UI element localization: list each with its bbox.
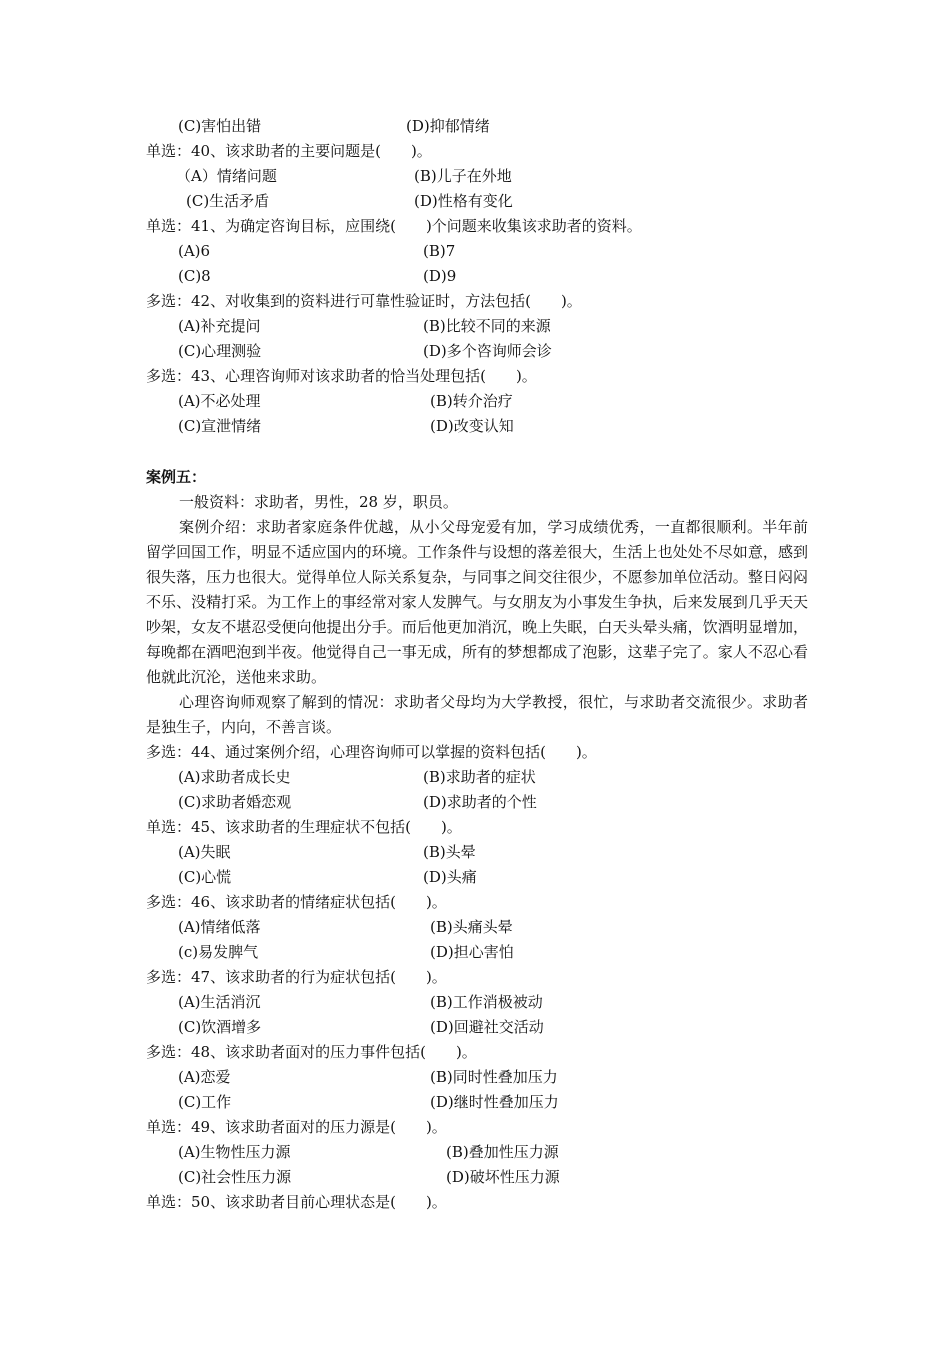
question-42: 多选：42、对收集到的资料进行可靠性验证时，方法包括( )。 — [146, 292, 582, 310]
question-43: 多选：43、心理咨询师对该求助者的恰当处理包括( )。 — [146, 367, 537, 385]
q40-option-a: （A）情绪问题 — [176, 167, 277, 185]
q40-option-b: (B)儿子在外地 — [414, 167, 512, 185]
case-observation: 心理咨询师观察了解到的情况：求助者父母均为大学教授，很忙，与求助者交流很少。求助者是独生子，内向，不善言谈。 — [146, 693, 808, 736]
q42-option-b: (B)比较不同的来源 — [423, 317, 551, 335]
option-c: (C)害怕出错 — [178, 117, 262, 135]
q44-option-d: (D)求助者的个性 — [423, 793, 537, 811]
q43-option-b: (B)转介治疗 — [430, 392, 513, 410]
q48-option-d: (D)继时性叠加压力 — [430, 1093, 559, 1111]
q40-option-d: (D)性格有变化 — [414, 192, 513, 210]
q40-option-c: (C)生活矛盾 — [186, 192, 270, 210]
q43-option-d: (D)改变认知 — [430, 417, 514, 435]
q43-option-a: (A)不必处理 — [178, 392, 261, 410]
question-41: 单选：41、为确定咨询目标，应围绕( )个问题来收集该求助者的资料。 — [146, 217, 642, 235]
q49-option-b: (B)叠加性压力源 — [446, 1143, 559, 1161]
q44-option-c: (C)求助者婚恋观 — [178, 793, 292, 811]
q46-option-a: (A)情绪低落 — [178, 918, 261, 936]
question-45: 单选：45、该求助者的生理症状不包括( )。 — [146, 818, 462, 836]
q45-option-c: (C)心慌 — [178, 868, 232, 886]
q45-option-d: (D)头痛 — [423, 868, 477, 886]
question-48: 多选：48、该求助者面对的压力事件包括( )。 — [146, 1043, 477, 1061]
q46-option-c: (c)易发脾气 — [178, 943, 259, 961]
q47-option-c: (C)饮酒增多 — [178, 1018, 262, 1036]
case-general-info: 一般资料：求助者，男性，28 岁，职员。 — [179, 493, 458, 511]
q44-option-a: (A)求助者成长史 — [178, 768, 291, 786]
q49-option-a: (A)生物性压力源 — [178, 1143, 291, 1161]
q47-option-b: (B)工作消极被动 — [430, 993, 543, 1011]
question-47: 多选：47、该求助者的行为症状包括( )。 — [146, 968, 447, 986]
question-44: 多选：44、通过案例介绍，心理咨询师可以掌握的资料包括( )。 — [146, 743, 597, 761]
q42-option-a: (A)补充提问 — [178, 317, 261, 335]
question-40: 单选：40、该求助者的主要问题是( )。 — [146, 142, 432, 160]
q48-option-a: (A)恋爱 — [178, 1068, 231, 1086]
q43-option-c: (C)宣泄情绪 — [178, 417, 262, 435]
case-heading: 案例五： — [146, 468, 207, 486]
question-50: 单选：50、该求助者目前心理状态是( )。 — [146, 1193, 447, 1211]
q49-option-d: (D)破坏性压力源 — [446, 1168, 560, 1186]
q47-option-d: (D)回避社交活动 — [430, 1018, 544, 1036]
q45-option-a: (A)失眠 — [178, 843, 231, 861]
q42-option-d: (D)多个咨询师会诊 — [423, 342, 552, 360]
case-introduction: 案例介绍：求助者家庭条件优越，从小父母宠爱有加，学习成绩优秀，一直都很顺利。半年前留学回国工作，明显不适应国内的环境。工作条件与设想的落差很大，生活上也处处不尽如意，感到很失落，压力也很大。觉得单位人际关系复杂，与同事之间交往很少，不愿参加单位活动。整日闷闷不乐、没精打采。为工作上的事经常对家人发脾气。与女朋友为小事发生争执，后来发展到几乎天天吵架，女友不堪忍受便向他提出分手。而后他更加消沉，晚上失眠，白天头晕头痛，饮酒明显增加，每晚都在酒吧泡到半夜。他觉得自己一事无成，所有的梦想都成了泡影，这辈子完了。家人不忍心看他就此沉沦，送他来求助。 — [146, 518, 808, 686]
question-49: 单选：49、该求助者面对的压力源是( )。 — [146, 1118, 447, 1136]
question-46: 多选：46、该求助者的情绪症状包括( )。 — [146, 893, 447, 911]
option-d: (D)抑郁情绪 — [406, 117, 490, 135]
q46-option-d: (D)担心害怕 — [430, 943, 514, 961]
q47-option-a: (A)生活消沉 — [178, 993, 261, 1011]
q45-option-b: (B)头晕 — [423, 843, 476, 861]
q48-option-b: (B)同时性叠加压力 — [430, 1068, 558, 1086]
q41-option-a: (A)6 — [178, 242, 211, 260]
q41-option-b: (B)7 — [423, 242, 456, 260]
q49-option-c: (C)社会性压力源 — [178, 1168, 292, 1186]
q48-option-c: (C)工作 — [178, 1093, 232, 1111]
q41-option-d: (D)9 — [423, 267, 457, 285]
q42-option-c: (C)心理测验 — [178, 342, 262, 360]
q46-option-b: (B)头痛头晕 — [430, 918, 513, 936]
q44-option-b: (B)求助者的症状 — [423, 768, 536, 786]
q41-option-c: (C)8 — [178, 267, 211, 285]
